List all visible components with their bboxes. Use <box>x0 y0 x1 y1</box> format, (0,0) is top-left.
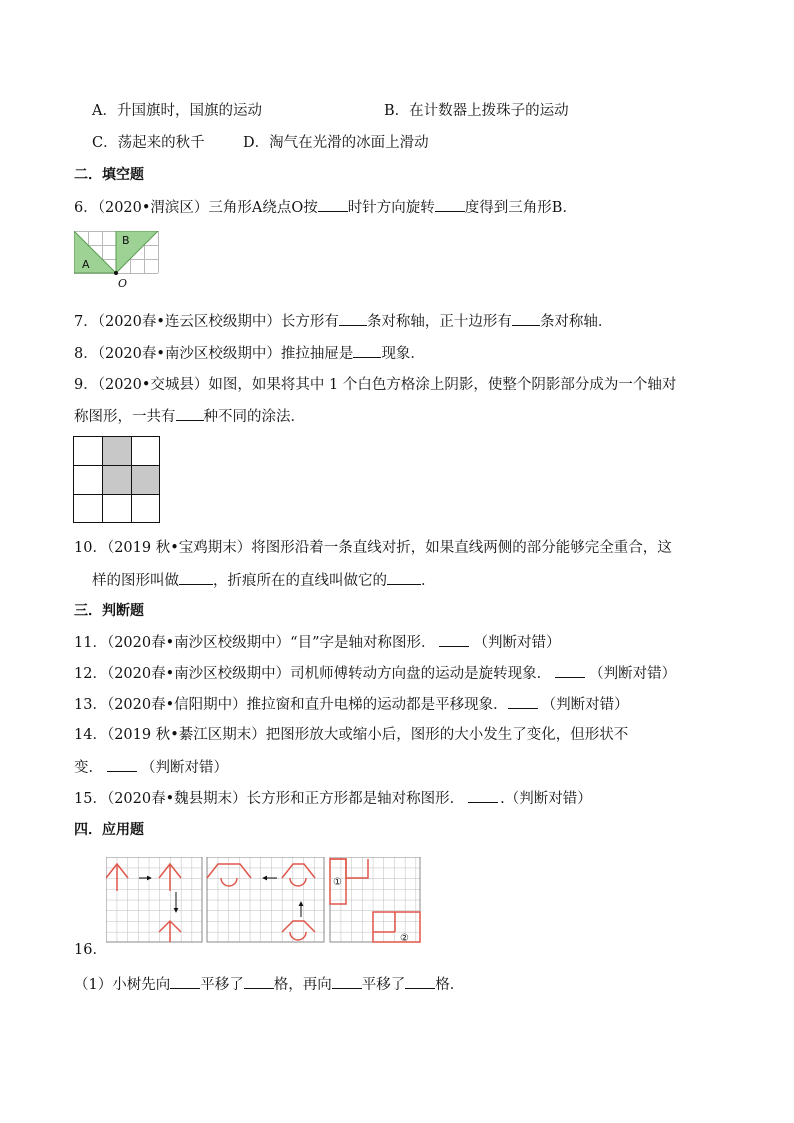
question-15 <box>74 788 592 809</box>
q16-blank-3 <box>332 974 362 989</box>
q16-sub1-text-c: 格，再向 <box>273 977 332 993</box>
q14-blank <box>107 757 137 772</box>
q15-hint: .（判断对错） <box>500 791 592 807</box>
q7-text-3: 条对称轴． <box>539 314 613 330</box>
q9-grid-figure <box>72 436 162 526</box>
q16-panel-rectangles-3 <box>330 857 420 943</box>
q13-blank <box>508 694 538 709</box>
q16-translation-figures <box>106 857 426 943</box>
q8-blank <box>353 343 381 358</box>
q8-text-2: 现象． <box>381 346 425 362</box>
triangle-a-shape <box>74 231 116 273</box>
q7-blank-2 <box>512 311 540 326</box>
q9-shaded-cell <box>102 465 131 494</box>
q16-panel-house-2 <box>207 857 324 942</box>
q15-text: 15．（2020春•魏县期末）长方形和正方形都是轴对称图形． <box>74 791 465 807</box>
shape-1-marker: ① <box>333 877 342 888</box>
question-12 <box>74 663 676 684</box>
question-7 <box>74 311 612 332</box>
q9-blank <box>176 406 204 421</box>
q16-sub1-text-b: 平移了 <box>200 977 244 993</box>
q6-text-1: 6．（2020•渭滨区）三角形A绕点O按 <box>74 200 318 216</box>
question-13 <box>74 694 629 715</box>
q7-blank-1 <box>339 311 367 326</box>
q9-text-b: 种不同的涂法． <box>203 409 305 425</box>
question-6 <box>74 197 577 218</box>
q6-blank-1 <box>318 197 348 212</box>
q12-text: 12．（2020春•南沙区校级期中）司机师傅转动方向盘的运动是旋转现象． <box>74 666 552 682</box>
q16-sub1-text-a: （1）小树先向 <box>74 977 171 993</box>
q10-text-b: ，折痕所在的直线叫做它的 <box>213 573 387 589</box>
q16-blank-2 <box>244 974 274 989</box>
shape-2-marker: ② <box>400 933 409 943</box>
point-o-label: O <box>118 277 128 290</box>
q12-blank <box>555 663 585 678</box>
q10-blank-1 <box>179 570 213 585</box>
section-fill-in-title: 二．填空题 <box>74 167 144 183</box>
q8-text-1: 8．（2020春•南沙区校级期中）推拉抽屉是 <box>74 346 354 362</box>
q7-text-1: 7．（2020春•连云区校级期中）长方形有 <box>74 314 339 330</box>
q16-blank-1 <box>170 974 200 989</box>
section-application-title: 四．应用题 <box>74 822 144 838</box>
q16-panel-tree-1 <box>106 857 202 942</box>
question-11 <box>74 632 560 653</box>
q13-text: 13．（2020春•信阳期中）推拉窗和直升电梯的运动都是平移现象． <box>74 697 508 713</box>
section-true-false-title: 三．判断题 <box>74 603 144 619</box>
q11-text: 11．（2020春•南沙区校级期中）“目”字是轴对称图形． <box>74 635 436 651</box>
triangle-b-label: B <box>122 234 130 247</box>
q14-line-1: 14．（2019 秋•綦江区期末）把图形放大或缩小后，图形的大小发生了变化，但形状不 <box>74 727 629 743</box>
q5-option-a: A．升国旗时，国旗的运动 <box>92 103 262 119</box>
triangle-a-label: A <box>82 258 90 271</box>
q10-line-1: 10．（2019 秋•宝鸡期末）将图形沿着一条直线对折，如果直线两侧的部分能够完全重合，这 <box>74 540 672 556</box>
q11-hint: （判断对错） <box>473 635 561 651</box>
q9-line-1: 9．（2020•交城县）如图，如果将其中 1 个白色方格涂上阴影，使整个阴影部分成为一个轴对 <box>74 377 677 393</box>
q16-sub1-text-d: 平移了 <box>361 977 406 993</box>
q14-hint: （判断对错） <box>141 760 228 776</box>
q9-line-2 <box>74 406 305 427</box>
q6-blank-2 <box>435 197 465 212</box>
q16-sub-1 <box>74 974 464 995</box>
q12-hint: （判断对错） <box>589 666 677 682</box>
q9-text-a: 称图形，一共有 <box>74 409 176 425</box>
q10-blank-2 <box>387 570 421 585</box>
q5-option-b: B．在计数器上拨珠子的运动 <box>384 103 569 119</box>
q6-rotation-figure <box>74 231 164 291</box>
q16-number: 16． <box>74 942 107 958</box>
q9-shaded-cell <box>131 465 160 494</box>
q10-line-2 <box>92 570 436 591</box>
q5-option-c: C．荡起来的秋千 <box>92 135 205 151</box>
point-o-dot <box>114 271 118 275</box>
q14-line-2 <box>74 757 228 778</box>
q16-sub1-text-e: 格． <box>435 977 465 993</box>
q14-text: 变． <box>74 760 103 776</box>
q9-shaded-cell <box>102 436 131 465</box>
q15-blank <box>468 788 498 803</box>
q10-text-a: 样的图形叫做 <box>92 573 179 589</box>
q10-text-c: ． <box>421 573 436 589</box>
q11-blank <box>439 632 469 647</box>
question-8 <box>74 343 425 364</box>
q13-hint: （判断对错） <box>541 697 629 713</box>
q6-text-2: 时针方向旋转 <box>347 200 435 216</box>
q7-text-2: 条对称轴，正十边形有 <box>366 314 512 330</box>
q6-text-3: 度得到三角形B． <box>464 200 577 216</box>
q5-option-d: D．淘气在光滑的冰面上滑动 <box>243 135 429 151</box>
q16-blank-4 <box>405 974 435 989</box>
